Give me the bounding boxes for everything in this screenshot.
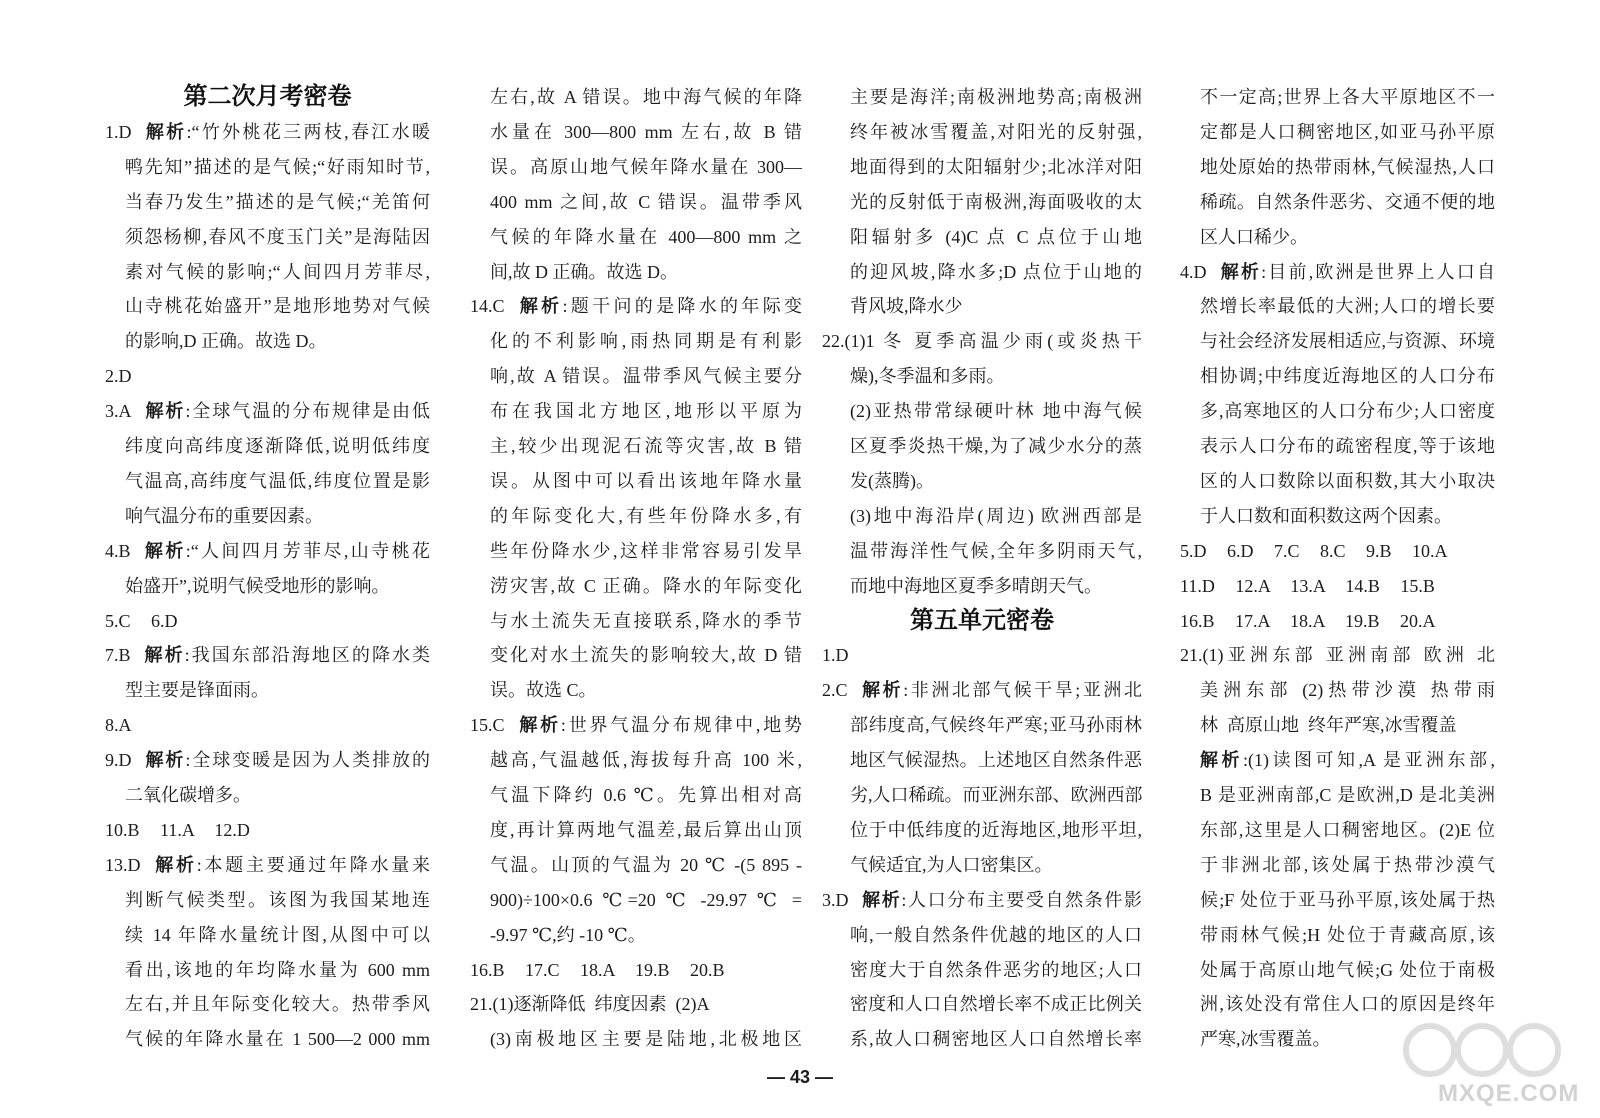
answer-text: 多,高寒地区的人口分布少;人口密度	[1200, 401, 1495, 422]
answer-item	[105, 359, 430, 394]
answer-text: :人口分布主要受自然条件影	[901, 889, 1143, 910]
answer-text: :(1)读图可知,A 是亚洲东部,	[1243, 750, 1495, 771]
answer-line	[850, 534, 1142, 569]
answer-item	[822, 673, 1142, 708]
answer-text: (3)南极地区主要是陆地,北极地区	[490, 1029, 802, 1050]
answer-item	[1180, 569, 1495, 604]
answer-line	[1200, 185, 1495, 220]
answer-text: :全球气温的分布规律是由低	[185, 401, 431, 422]
answer-item	[105, 708, 430, 743]
answer-text: 不一定高;世界上各大平原地区不一	[1200, 87, 1495, 107]
answer-text: 始盛开”,说明气候受地形的影响。	[125, 575, 390, 596]
answer-line	[850, 569, 1142, 604]
answer-text: 鸭先知”描述的是气候;“好雨知时节,	[125, 156, 430, 177]
answer-text: 阳辐射多 (4)C 点 C 点位于山地	[850, 226, 1142, 247]
answer-text: 山寺桃花始盛开”是地形地势对气候	[125, 296, 430, 317]
answer-text: (1)1 冬 夏季高温少雨(或炎热干	[844, 331, 1142, 352]
answer-line	[850, 987, 1142, 1022]
analysis-label: 解析	[143, 121, 187, 142]
answer-text: 纬度向高纬度逐渐降低,说明低纬度	[125, 436, 430, 456]
answer-item	[105, 534, 430, 569]
answer-line	[490, 673, 802, 708]
answer-text: 区人口稀少。	[1200, 226, 1308, 247]
answer-text: 二氧化碳增多。	[125, 785, 251, 805]
answer-line	[1200, 743, 1495, 778]
analysis-label: 解析	[516, 715, 561, 736]
answer-text: 些年份降水少,这样非常容易引发旱	[490, 540, 802, 561]
answer-text: 主要是海洋;南极洲地势高;南极洲	[850, 87, 1142, 107]
answer-item	[105, 638, 430, 673]
answer-number: 2.C	[822, 680, 848, 701]
analysis-label: 解析	[143, 401, 186, 422]
answer-text: :非洲北部气候干旱;亚洲北	[903, 680, 1142, 701]
answer-text: :目前,欧洲是世界上人口自	[1261, 261, 1496, 282]
answer-line	[490, 185, 802, 220]
answer-number: 15.C	[470, 715, 505, 736]
answer-text: 误。从图中可以看出该地年降水量	[490, 470, 802, 491]
answer-number: 21.	[470, 994, 493, 1015]
answer-text: 素对气候的影响;“人间四月芳菲尽,	[125, 261, 430, 282]
answer-text: 涝灾害,故 C 正确。降水的年际变化	[490, 575, 802, 596]
answer-text: 定都是人口稠密地区,如亚马孙平原	[1200, 121, 1495, 142]
answer-text: 而地中海地区夏季多晴朗天气。	[850, 575, 1102, 596]
answer-line	[490, 534, 802, 569]
answer-line	[1200, 499, 1495, 534]
answer-text: 间,故 D 正确。故选 D。	[490, 261, 678, 282]
answer-number: 11.D 12.A 13.A 14.B 15.B	[1180, 575, 1435, 596]
answer-text: 表示人口分布的疏密程度,等于该地	[1200, 436, 1495, 456]
answer-line	[125, 778, 430, 813]
answer-item	[470, 987, 802, 1022]
answer-line	[125, 464, 430, 499]
answer-column	[105, 80, 430, 1060]
answer-line	[1200, 778, 1495, 813]
answer-line	[490, 604, 802, 639]
answer-line	[490, 743, 802, 778]
answer-line	[850, 848, 1142, 883]
answer-item	[105, 604, 430, 639]
answer-line	[850, 429, 1142, 464]
answer-text: 于非洲北部,该处属于热带沙漠气	[1200, 854, 1495, 875]
answer-item	[1180, 255, 1495, 290]
answer-item	[470, 708, 802, 743]
answer-item	[822, 638, 1142, 673]
answer-text: 度,再计算两地气温差,最后算出山顶	[490, 819, 802, 840]
answer-line	[125, 289, 430, 324]
answer-number: 14.C	[470, 296, 505, 317]
answer-text: 系,故人口稠密地区人口自然增长率	[850, 1029, 1142, 1050]
answer-line	[850, 499, 1142, 534]
answer-text: :本题主要通过年降水量来	[196, 854, 430, 875]
answer-text: 越高,气温越低,海拔每升高 100 米,	[490, 750, 802, 771]
answer-text: 光的反射低于南极洲,海面吸收的太	[850, 191, 1142, 212]
answer-line	[850, 464, 1142, 499]
answer-line	[1200, 464, 1495, 499]
answer-line	[490, 80, 802, 115]
answer-line	[1200, 220, 1495, 255]
answer-line	[125, 255, 430, 290]
answer-text: 水量在 300—800 mm 左右,故 B 错	[490, 121, 802, 142]
answer-line	[1200, 953, 1495, 988]
answer-text: (1)逐渐降低 纬度因素 (2)A	[492, 994, 710, 1015]
answer-item	[105, 813, 430, 848]
answer-text: 400 mm 之间,故 C 错误。温带季风	[490, 191, 802, 212]
answer-text: 响,一般自然条件优越的地区的人口	[850, 924, 1142, 945]
answer-text: 响气温分布的重要因素。	[125, 505, 323, 526]
answer-line	[850, 289, 1142, 324]
answer-line	[1200, 115, 1495, 150]
answer-text: 的影响,D 正确。故选 D。	[125, 331, 327, 352]
answer-line	[490, 115, 802, 150]
answer-line	[850, 708, 1142, 743]
answer-text: 900)÷100×0.6 ℃=20 ℃ -29.97 ℃ =	[490, 889, 802, 910]
answer-text: 背风坡,降水少	[850, 296, 963, 317]
answer-line	[490, 220, 802, 255]
answer-item	[822, 324, 1142, 359]
answer-line	[1200, 80, 1495, 115]
answer-text: (3)地中海沿岸(周边) 欧洲西部是	[850, 505, 1142, 526]
answer-line	[125, 987, 430, 1022]
answer-line	[1200, 708, 1495, 743]
answer-number: 10.B 11.A 12.D	[105, 819, 250, 840]
answer-text: :全球变暖是因为人类排放的	[185, 750, 431, 771]
answer-text: 严寒,冰雪覆盖。	[1200, 1029, 1331, 1050]
analysis-label: 解析	[516, 296, 563, 317]
watermark: MXQE.COM	[1438, 1080, 1580, 1107]
answer-text: 劣,人口稀疏。而亚洲东部、欧洲西部	[850, 785, 1143, 805]
answer-text: B 是亚洲南部,C 是欧洲,D 是北美洲	[1200, 785, 1495, 805]
answer-line	[850, 953, 1142, 988]
section-title: 第五单元密卷	[910, 606, 1054, 634]
answer-line	[1200, 324, 1495, 359]
answer-line	[490, 883, 802, 918]
answer-number: 13.D	[105, 854, 141, 875]
answer-number: 4.B	[105, 540, 131, 561]
answer-text: 于人口数和面积数这两个因素。	[1200, 505, 1452, 526]
answer-text: 须怨杨柳,春风不度玉门关”是海陆因	[125, 226, 430, 247]
answer-text: 洲,该处没有常住人口的原因是终年	[1200, 994, 1495, 1015]
answer-text: :题干问的是降水的年际变	[562, 296, 803, 317]
answer-text: 稀疏。自然条件恶劣、交通不便的地	[1200, 191, 1495, 212]
answer-text: 主,较少出现泥石流等灾害,故 B 错	[490, 436, 802, 456]
answer-number: 16.B 17.A 18.A 19.B 20.A	[1180, 610, 1436, 631]
answer-line	[1200, 289, 1495, 324]
answer-line	[125, 918, 430, 953]
answer-text: 候;F 处位于亚马孙平原,该处属于热	[1200, 889, 1495, 910]
answer-text: 密度和人口自然增长率不成正比例关	[850, 994, 1142, 1015]
answer-line	[1200, 848, 1495, 883]
answer-line	[1200, 673, 1495, 708]
answer-text: 气温下降约 0.6 ℃。先算出相对高	[490, 785, 802, 805]
answer-text: 密度大于自然条件恶劣的地区;人口	[850, 959, 1142, 980]
answer-line	[1200, 918, 1495, 953]
answer-item	[105, 743, 430, 778]
answer-line	[850, 918, 1142, 953]
analysis-label: 解析	[1218, 261, 1262, 282]
page-number: — 43 —	[766, 1067, 834, 1087]
answer-text: 燥),冬季温和多雨。	[850, 366, 1005, 387]
answer-text: (1)亚洲东部 亚洲南部 欧洲 北	[1202, 645, 1495, 666]
answer-text: 区的人口数除以面积数,其大小取决	[1200, 470, 1495, 491]
answer-number: 1.D	[105, 121, 132, 142]
answer-text: 部纬度高,气候终年严寒;亚马孙雨林	[850, 715, 1142, 736]
answer-line	[125, 883, 430, 918]
answer-text: 温带海洋性气候,全年多阴雨天气,	[850, 540, 1142, 561]
answer-line	[490, 359, 802, 394]
answer-text: 型主要是锋面雨。	[125, 680, 269, 701]
answer-line	[850, 743, 1142, 778]
answer-text: -9.97 ℃,约 -10 ℃。	[490, 924, 646, 945]
answer-line	[490, 255, 802, 290]
answer-column	[822, 80, 1142, 1060]
answer-column	[470, 80, 802, 1060]
answer-text: 看出,该地的年均降水量为 600 mm	[125, 959, 430, 980]
answer-number: 2.D	[105, 366, 132, 387]
answer-text: 判断气候类型。该图为我国某地连	[125, 889, 430, 910]
answer-text: 布在我国北方地区,地形以平原为	[490, 401, 802, 422]
answer-line	[850, 255, 1142, 290]
answer-line	[125, 429, 430, 464]
analysis-label: 解析	[859, 680, 904, 701]
analysis-label: 解析	[142, 645, 185, 666]
answer-line	[125, 150, 430, 185]
answer-text: 气候的年降水量在 400—800 mm 之	[490, 226, 802, 247]
answer-line	[490, 569, 802, 604]
answer-text: 气温高,高纬度气温低,纬度位置是影	[125, 470, 430, 491]
answer-text: 气候适宜,为人口密集区。	[850, 854, 1053, 875]
answer-line	[125, 953, 430, 988]
answer-item	[470, 289, 802, 324]
answer-line	[1200, 987, 1495, 1022]
answer-text: 地面得到的太阳辐射少;北冰洋对阳	[850, 156, 1142, 177]
analysis-label: 解析	[152, 854, 197, 875]
answer-line	[490, 429, 802, 464]
answer-text: :我国东部沿海地区的降水类	[184, 645, 431, 666]
answer-text: 林 高原山地 终年严寒,冰雪覆盖	[1200, 715, 1457, 736]
answer-number: 3.D	[822, 889, 849, 910]
answer-text: 左右,并且年际变化较大。热带季风	[125, 994, 430, 1015]
answer-text: 带雨林气候;H 处位于青藏高原,该	[1200, 924, 1495, 945]
answer-line	[490, 464, 802, 499]
answer-item	[1180, 534, 1495, 569]
answer-line	[1200, 394, 1495, 429]
answer-line	[125, 569, 430, 604]
answer-line	[850, 80, 1142, 115]
answer-number: 5.C 6.D	[105, 610, 178, 631]
answer-number: 16.B 17.C 18.A 19.B 20.B	[470, 959, 725, 980]
analysis-label: 解析	[860, 889, 902, 910]
answer-number: 3.A	[105, 401, 132, 422]
analysis-label: 解析	[1200, 750, 1243, 771]
answer-text: 美洲东部 (2)热带沙漠 热带雨	[1200, 680, 1495, 701]
answer-item	[1180, 638, 1495, 673]
answer-column	[1180, 80, 1495, 1060]
answer-number: 22.	[822, 331, 845, 352]
answer-text: 误。故选 C。	[490, 680, 597, 701]
answer-number: 7.B	[105, 645, 131, 666]
answer-text: 终年被冰雪覆盖,对阳光的反射强,	[850, 121, 1142, 142]
answer-line	[850, 185, 1142, 220]
answer-line	[1200, 150, 1495, 185]
answer-number: 4.D	[1180, 261, 1207, 282]
answer-line	[850, 220, 1142, 255]
answer-line	[125, 324, 430, 359]
answer-item	[470, 953, 802, 988]
answer-line	[850, 115, 1142, 150]
answer-line	[850, 394, 1142, 429]
answer-line	[490, 324, 802, 359]
answer-item	[105, 848, 430, 883]
answer-text: :“竹外桃花三两枝,春江水暖	[186, 121, 430, 142]
answer-text: 与水土流失无直接联系,降水的季节	[490, 610, 802, 631]
answer-line	[490, 394, 802, 429]
answer-text: 处属于高原山地气候;G 处位于南极	[1200, 959, 1495, 980]
answer-text: 东部,这里是人口稠密地区。(2)E 位	[1200, 819, 1495, 840]
answer-line	[125, 185, 430, 220]
answer-line	[1200, 1022, 1495, 1057]
answer-line	[850, 813, 1142, 848]
answer-line	[1200, 883, 1495, 918]
answer-number: 9.D	[105, 750, 132, 771]
answer-item	[105, 115, 430, 150]
answer-text: :“人间四月芳菲尽,山寺桃花	[185, 540, 430, 561]
answer-text: 然增长率最低的大洲;人口的增长要	[1200, 296, 1495, 317]
answer-text: 当春乃发生”描述的是气候;“羌笛何	[125, 191, 430, 212]
answer-line	[125, 673, 430, 708]
answer-text: 区夏季炎热干燥,为了减少水分的蒸	[850, 436, 1142, 456]
answer-line	[490, 499, 802, 534]
answer-line	[490, 150, 802, 185]
answer-line	[125, 1022, 430, 1057]
answer-text: 气温。山顶的气温为 20 ℃ -(5 895 -	[490, 854, 802, 875]
answer-text: 地区气候湿热。上述地区自然条件恶	[850, 750, 1142, 771]
answer-line	[850, 778, 1142, 813]
analysis-label: 解析	[142, 540, 186, 561]
answer-line	[490, 848, 802, 883]
answer-line	[125, 499, 430, 534]
answer-number: 5.D 6.D 7.C 8.C 9.B 10.A	[1180, 540, 1448, 561]
answer-number: 8.A	[105, 715, 132, 736]
answer-line	[850, 1022, 1142, 1057]
answer-text: 误。高原山地气候年降水量在 300—	[490, 156, 802, 177]
answer-line	[490, 1022, 802, 1057]
answer-line	[490, 638, 802, 673]
answer-text: 与社会经济发展相适应,与资源、环境	[1200, 331, 1495, 352]
answer-line	[490, 778, 802, 813]
answer-line	[490, 918, 802, 953]
answer-item	[1180, 604, 1495, 639]
answer-text: 续 14 年降水量统计图,从图中可以	[125, 924, 430, 945]
answer-text: 地处原始的热带雨林,气候湿热,人口	[1200, 156, 1495, 177]
answer-text: 的迎风坡,降水多;D 点位于山地的	[850, 261, 1142, 282]
answer-text: 发(蒸腾)。	[850, 470, 934, 491]
answer-text: 响,故 A 错误。温带季风气候主要分	[490, 366, 802, 387]
answer-text: 相协调;中纬度近海地区的人口分布	[1200, 366, 1495, 387]
answer-text: :世界气温分布规律中,地势	[560, 715, 803, 736]
answer-item	[822, 883, 1142, 918]
answer-text: 位于中低纬度的近海地区,地形平坦,	[850, 819, 1142, 840]
answer-line	[1200, 429, 1495, 464]
answer-text: 化的不利影响,雨热同期是有利影	[490, 331, 802, 352]
answer-text: 左右,故 A 错误。地中海气候的年降	[490, 87, 802, 107]
answer-number: 1.D	[822, 645, 849, 666]
answer-text: (2)亚热带常绿硬叶林 地中海气候	[850, 401, 1142, 422]
section-title: 第二次月考密卷	[183, 83, 352, 110]
answer-text: 的年际变化大,有些年份降水多,有	[490, 505, 802, 526]
answer-line	[1200, 813, 1495, 848]
analysis-label: 解析	[143, 750, 186, 771]
answer-line	[1200, 359, 1495, 394]
answer-text: 变化对水土流失的影响较大,故 D 错	[490, 645, 802, 666]
answer-line	[125, 220, 430, 255]
answer-line	[850, 150, 1142, 185]
answer-text: 气候的年降水量在 1 500—2 000 mm	[125, 1029, 430, 1050]
answer-line	[490, 813, 802, 848]
answer-number: 21.	[1180, 645, 1203, 666]
answer-item	[105, 394, 430, 429]
answer-line	[850, 359, 1142, 394]
